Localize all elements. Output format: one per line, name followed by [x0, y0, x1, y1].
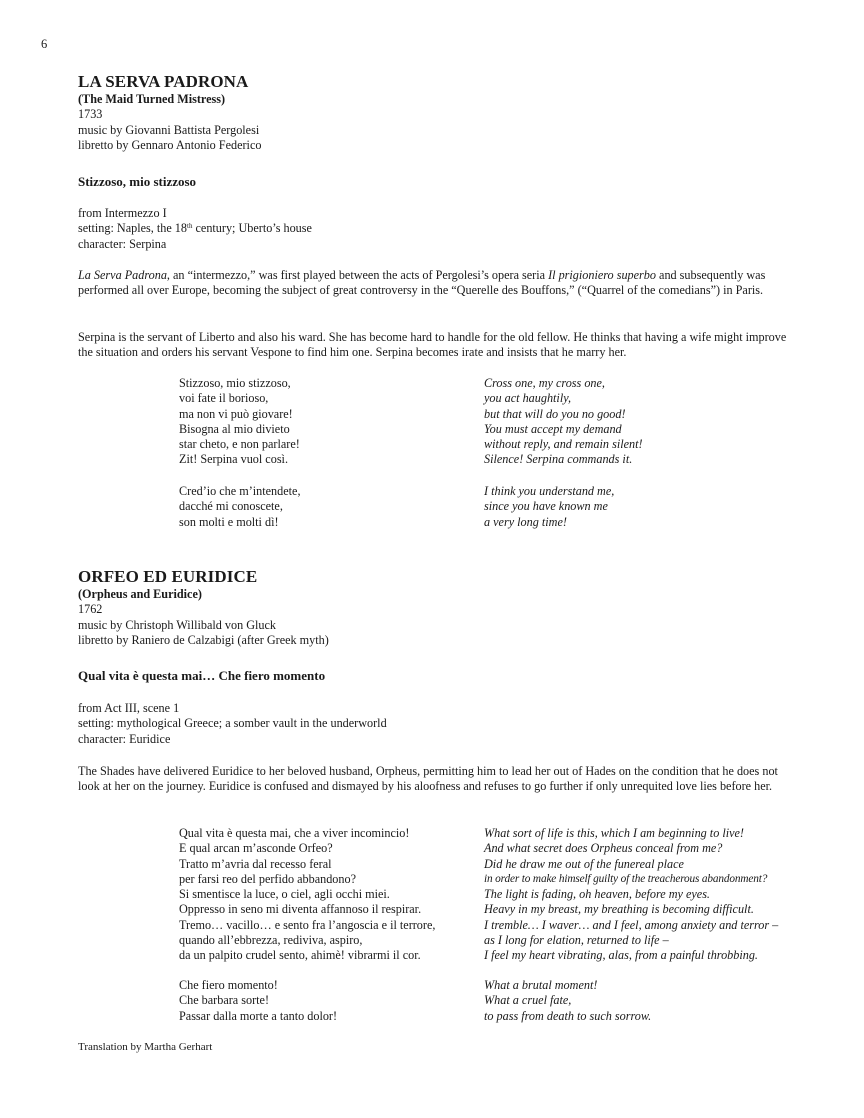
- opera-subtitle: (The Maid Turned Mistress): [78, 92, 226, 106]
- verse-line: Tremo… vacillo… e sento fra l’angoscia e il terrore,: [179, 917, 436, 932]
- verse-line: E qual arcan m’asconde Orfeo?: [179, 841, 333, 856]
- aria-source: from Intermezzo I: [78, 206, 167, 220]
- verse-line: since you have known me: [484, 499, 608, 514]
- librettist-credit: libretto by Gennaro Antonio Federico: [78, 137, 262, 152]
- verse-line: Che fiero momento!: [179, 978, 278, 992]
- verse-line: I feel my heart vibrating, alas, from a painful throbbing.: [484, 948, 758, 963]
- opera-title: ORFEO ED EURIDICE: [78, 567, 258, 586]
- verse-line: Tratto m’avria dal recesso feral: [179, 856, 332, 871]
- verse-line: Passar dalla morte a tanto dolor!: [179, 1008, 338, 1023]
- aria-setting: setting: Naples, the 18th century; Uberto’s house: [78, 221, 312, 236]
- verse-line: as I long for elation, returned to life –: [484, 933, 669, 948]
- verse-line: da un palpito crudel sento, ahimè! vibrarmi il cor.: [179, 948, 421, 963]
- opera-title: LA SERVA PADRONA: [78, 72, 249, 91]
- composer-credit: music by Christoph Willibald von Gluck: [78, 617, 276, 632]
- verse-line: voi fate il borioso,: [179, 391, 269, 406]
- verse-line: without reply, and remain silent!: [484, 437, 643, 452]
- italian-text-stanza-2: [179, 978, 337, 1024]
- opera-year: 1733: [78, 107, 103, 122]
- opera-year: 1762: [78, 602, 103, 617]
- verse-line: What a cruel fate,: [484, 993, 572, 1008]
- synopsis-paragraph: Serpina is the servant of Liberto and also his ward. She has become hard to handle for the old fellow. He thinks that having a wife might improve the situation and orders his servant Vespone to find him one. Serpina becomes irate and insists that he marry her.: [78, 330, 787, 360]
- verse-line: Stizzoso, mio stizzoso,: [179, 376, 291, 390]
- translation-credit: Translation by Martha Gerhart: [78, 1041, 213, 1053]
- verse-line: you act haughtily,: [484, 391, 571, 406]
- verse-line: to pass from death to such sorrow.: [484, 1008, 652, 1023]
- composer-credit: music by Giovanni Battista Pergolesi: [78, 122, 260, 137]
- intro-paragraph: La Serva Padrona, an “intermezzo,” was first played between the acts of Pergolesi’s opera seria Il prigioniero superbo and subsequently was performed all over Europe, becoming the subject of great controversy in the “Querelle des Bouffons,” (“Quarrel of the comedians”) in Paris.: [78, 268, 766, 298]
- opera-header-orfeo: [78, 567, 798, 648]
- english-translation-stanza-2: [484, 978, 651, 1024]
- synopsis-paragraph: The Shades have delivered Euridice to her beloved husband, Orpheus, permitting him to lead her out of Hades on the condition that he does not look at her on the journey. Euridice is confused and dismayed by his aloofness and refuses to go further if only unrequited love lies before her.: [78, 764, 778, 794]
- verse-line: Heavy in my breast, my breathing is becoming difficult.: [484, 902, 754, 917]
- verse-line: You must accept my demand: [484, 421, 622, 436]
- verse-line: I tremble… I waver… and I feel, among anxiety and terror –: [484, 917, 779, 932]
- verse-line: Cred’io che m’intendete,: [179, 484, 301, 498]
- verse-line: star cheto, e non parlare!: [179, 437, 300, 452]
- aria-title: Qual vita è questa mai… Che fiero momento: [78, 668, 326, 683]
- verse-line: Qual vita è questa mai, che a viver incomincio!: [179, 826, 410, 840]
- verse-line: Cross one, my cross one,: [484, 376, 605, 390]
- verse-line: Oppresso in seno mi diventa affannoso il respirar.: [179, 902, 422, 917]
- verse-line: Che barbara sorte!: [179, 993, 270, 1008]
- verse-line: The light is fading, oh heaven, before my eyes.: [484, 887, 710, 902]
- verse-line: ma non vi può giovare!: [179, 406, 293, 421]
- aria-source: from Act III, scene 1: [78, 701, 180, 715]
- italian-text-stanza-1: [179, 376, 300, 468]
- verse-line: in order to make himself guilty of the treacherous abandonment?: [484, 872, 768, 885]
- aria-character: character: Euridice: [78, 731, 171, 746]
- aria-setting: setting: mythological Greece; a somber vault in the underworld: [78, 716, 387, 731]
- aria-context: [78, 701, 798, 747]
- verse-line: quando all’ebbrezza, rediviva, aspiro,: [179, 933, 363, 948]
- verse-line: I think you understand me,: [484, 484, 615, 498]
- aria-context: [78, 206, 798, 252]
- aria-title: Stizzoso, mio stizzoso: [78, 174, 197, 189]
- italian-text-stanza-2: [179, 484, 301, 530]
- verse-line: Silence! Serpina commands it.: [484, 452, 633, 467]
- verse-line: And what secret does Orpheus conceal from me?: [484, 841, 723, 856]
- english-translation-stanza-1: [484, 376, 643, 468]
- verse-line: Si smentisce la luce, o ciel, agli occhi miei.: [179, 887, 390, 902]
- opera-subtitle: (Orpheus and Euridice): [78, 587, 202, 601]
- page-number: 6: [41, 37, 48, 51]
- verse-line: What a brutal moment!: [484, 978, 598, 992]
- english-translation-stanza-1: [484, 826, 778, 964]
- verse-line: Did he draw me out of the funereal place: [484, 856, 684, 871]
- verse-line: Zit! Serpina vuol così.: [179, 452, 288, 467]
- verse-line: but that will do you no good!: [484, 406, 626, 421]
- verse-line: per farsi reo del perfido abbandono?: [179, 871, 356, 886]
- english-translation-stanza-2: [484, 484, 614, 530]
- verse-line: a very long time!: [484, 514, 567, 529]
- verse-line: Bisogna al mio divieto: [179, 421, 290, 436]
- opera-header-serva-padrona: [78, 72, 798, 153]
- librettist-credit: libretto by Raniero de Calzabigi (after Greek myth): [78, 632, 329, 647]
- italian-text-stanza-1: [179, 826, 435, 964]
- verse-line: son molti e molti dì!: [179, 514, 279, 529]
- aria-character: character: Serpina: [78, 236, 167, 251]
- verse-line: What sort of life is this, which I am beginning to live!: [484, 826, 744, 840]
- verse-line: dacché mi conoscete,: [179, 499, 283, 514]
